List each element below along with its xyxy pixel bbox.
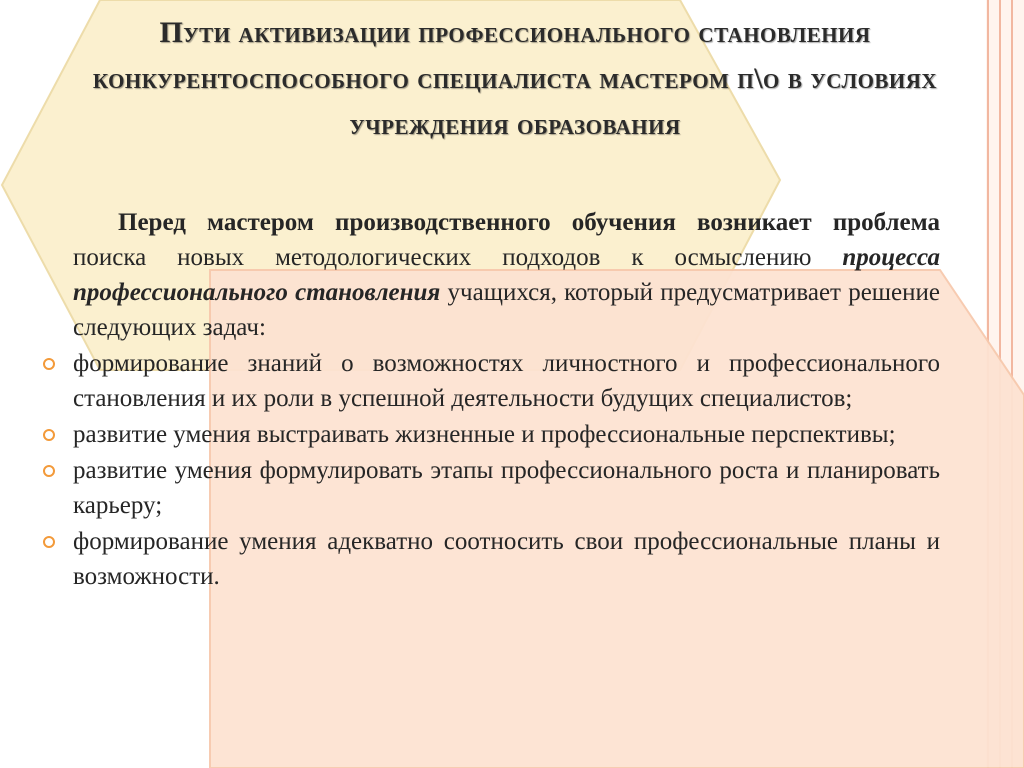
bullet-circle-icon — [43, 429, 55, 441]
slide-body — [73, 205, 940, 594]
bullet-circle-icon — [43, 465, 55, 477]
intro-text-1: поиска новых методологических подходов к осмыслению — [73, 244, 843, 271]
list-item-text: формирование умения адекватно соотносить свои профессиональные планы и возможности. — [73, 528, 940, 590]
bullet-circle-icon — [43, 358, 55, 370]
list-item — [73, 524, 940, 594]
list-item — [73, 417, 940, 452]
list-item-text: развитие умения выстраивать жизненные и профессиональные перспективы; — [73, 421, 896, 448]
intro-paragraph — [73, 205, 940, 345]
list-item — [73, 346, 940, 416]
task-list — [73, 346, 940, 594]
intro-bold-lead: Перед мастером производственного обучения возникает проблема — [118, 209, 940, 236]
slide-title: Пути активизации профессионального становления конкурентоспособного специалиста мастером п\о в условиях учреждения образования — [92, 16, 938, 141]
list-item-text: формирование знаний о возможностях личностного и профессионального становления и их роли в успешной деятельности будущих специалистов; — [73, 350, 940, 412]
bullet-circle-icon — [43, 536, 55, 548]
list-item — [73, 453, 940, 523]
list-item-text: развитие умения формулировать этапы профессионального роста и планировать карьеру; — [73, 457, 940, 519]
intro-text-2: учащихся, который предусматривает решение следующих задач: — [73, 279, 940, 341]
intro-emphasis: процесса профессионального становления — [73, 244, 940, 306]
